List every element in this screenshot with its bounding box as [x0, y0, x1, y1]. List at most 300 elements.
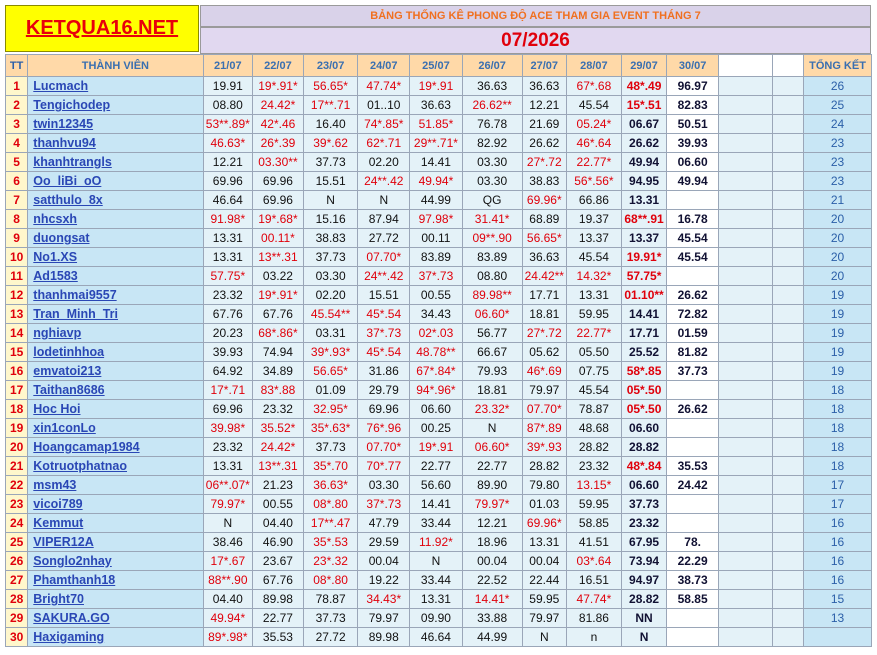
day-value-cell: N	[303, 191, 358, 210]
gap-cell	[772, 191, 803, 210]
member-link[interactable]: satthulo_8x	[33, 193, 103, 207]
day-value-cell	[667, 191, 719, 210]
day-value-cell: 14.41	[621, 305, 667, 324]
day-value-cell: 18.81	[522, 305, 567, 324]
day-value-cell: 06**.07*	[203, 476, 253, 495]
day-value-cell: 50.51	[667, 115, 719, 134]
day-value-cell: 35.53	[253, 628, 304, 647]
day-value-cell: 19*.91*	[253, 286, 304, 305]
day-value-cell: 17*.71	[203, 381, 253, 400]
day-value-cell: 03.30	[462, 172, 522, 191]
day-value-cell: 45.54	[667, 229, 719, 248]
day-value-cell: 26.62	[621, 134, 667, 153]
header-total: TỔNG KẾT	[804, 55, 872, 77]
day-value-cell: 07.70*	[358, 248, 410, 267]
day-value-cell: 26.62**	[462, 96, 522, 115]
member-cell	[28, 590, 203, 609]
member-link[interactable]: Lucmach	[33, 79, 89, 93]
row-number: 22	[6, 476, 28, 495]
day-value-cell: 29.59	[358, 533, 410, 552]
day-value-cell: 01.10**	[621, 286, 667, 305]
day-value-cell: 69.96	[253, 191, 304, 210]
day-value-cell: 19*.68*	[253, 210, 304, 229]
day-value-cell: 68*.86*	[253, 324, 304, 343]
table-row	[6, 153, 872, 172]
day-value-cell: 47.79	[358, 514, 410, 533]
member-link[interactable]: duongsat	[33, 231, 90, 245]
row-number: 29	[6, 609, 28, 628]
row-number: 18	[6, 400, 28, 419]
day-value-cell: 58*.85	[621, 362, 667, 381]
member-link[interactable]: khanhtrangls	[33, 155, 112, 169]
day-value-cell: 36.63	[410, 96, 463, 115]
sheet-title: BẢNG THỐNG KÊ PHONG ĐỘ ACE THAM GIA EVENT THÁNG 7	[200, 5, 871, 27]
day-value-cell: 20.23	[203, 324, 253, 343]
day-value-cell: 49.94	[621, 153, 667, 172]
member-link[interactable]: Kemmut	[33, 516, 84, 530]
day-value-cell: 13.37	[567, 229, 622, 248]
day-value-cell: 07.75	[567, 362, 622, 381]
blank-cell	[718, 514, 772, 533]
day-value-cell: 35.53	[667, 457, 719, 476]
member-link[interactable]: vicoi789	[33, 497, 83, 511]
day-value-cell: 39.93	[203, 343, 253, 362]
member-cell	[28, 457, 203, 476]
day-value-cell: 79.97	[522, 609, 567, 628]
day-value-cell: 79.97	[522, 381, 567, 400]
day-value-cell: 03.30**	[253, 153, 304, 172]
blank-cell	[718, 533, 772, 552]
day-value-cell: 44.99	[462, 628, 522, 647]
day-value-cell: 27.72	[303, 628, 358, 647]
day-value-cell: 23.32	[567, 457, 622, 476]
day-value-cell: 19*.91	[410, 77, 463, 96]
gap-cell	[772, 229, 803, 248]
member-link[interactable]: VIPER12A	[33, 535, 94, 549]
blank-cell	[718, 381, 772, 400]
day-value-cell: 12.21	[203, 153, 253, 172]
total-cell: 18	[804, 419, 872, 438]
gap-cell	[772, 324, 803, 343]
day-value-cell	[667, 495, 719, 514]
day-value-cell: 23.32	[203, 286, 253, 305]
day-value-cell: 49.94*	[203, 609, 253, 628]
day-value-cell: 04.40	[203, 590, 253, 609]
day-value-cell: 38.73	[667, 571, 719, 590]
blank-cell	[718, 590, 772, 609]
day-value-cell: 23.67	[253, 552, 304, 571]
row-number: 24	[6, 514, 28, 533]
day-value-cell: 46.64	[203, 191, 253, 210]
day-value-cell: 78.87	[567, 400, 622, 419]
day-value-cell: 69.96*	[522, 514, 567, 533]
stats-table	[5, 54, 872, 647]
site-logo-text[interactable]: KETQUA16.NET	[25, 17, 179, 39]
sheet-period: 07/2026	[200, 27, 871, 54]
day-value-cell: 89*.98*	[203, 628, 253, 647]
day-value-cell: 02.20	[303, 286, 358, 305]
day-value-cell: 82.83	[667, 96, 719, 115]
gap-cell	[772, 343, 803, 362]
day-value-cell: 89.90	[462, 476, 522, 495]
member-cell	[28, 533, 203, 552]
day-value-cell: 62*.71	[358, 134, 410, 153]
member-link[interactable]: nhcsxh	[33, 212, 78, 226]
day-value-cell: 08*.80	[303, 571, 358, 590]
blank-cell	[718, 286, 772, 305]
member-link[interactable]: lodetinhhoa	[33, 345, 105, 359]
day-value-cell: 29**.71*	[410, 134, 463, 153]
total-cell: 19	[804, 324, 872, 343]
day-value-cell: 28.82	[621, 438, 667, 457]
day-value-cell: 69.96	[203, 400, 253, 419]
day-value-cell: 13.15*	[567, 476, 622, 495]
day-value-cell: 13.31	[567, 286, 622, 305]
member-cell	[28, 476, 203, 495]
member-link[interactable]: Bright70	[33, 592, 84, 606]
day-value-cell: 03.30	[303, 267, 358, 286]
day-value-cell: 24.42*	[253, 438, 304, 457]
day-value-cell: 27.72	[358, 229, 410, 248]
row-number: 9	[6, 229, 28, 248]
day-value-cell: 13.37	[621, 229, 667, 248]
day-value-cell: 05.24*	[567, 115, 622, 134]
member-link[interactable]: xin1conLo	[33, 421, 96, 435]
day-value-cell: 06.60	[621, 419, 667, 438]
day-value-cell: 96.97	[667, 77, 719, 96]
day-value-cell: 14.41*	[462, 590, 522, 609]
day-value-cell: 03.30	[358, 476, 410, 495]
table-row	[6, 476, 872, 495]
blank-cell	[718, 324, 772, 343]
day-value-cell: 36.63	[522, 77, 567, 96]
day-value-cell: 83.89	[410, 248, 463, 267]
total-cell: 20	[804, 248, 872, 267]
total-cell: 19	[804, 362, 872, 381]
member-link[interactable]: Phamthanh18	[33, 573, 116, 587]
day-value-cell: 37.73	[303, 438, 358, 457]
day-value-cell: 13.31	[522, 533, 567, 552]
day-value-cell: 72.82	[667, 305, 719, 324]
day-value-cell: 59.95	[522, 590, 567, 609]
day-value-cell: 51.85*	[410, 115, 463, 134]
total-cell: 23	[804, 172, 872, 191]
gap-cell	[772, 267, 803, 286]
day-value-cell: 47.74*	[358, 77, 410, 96]
day-value-cell: 39*.93	[522, 438, 567, 457]
day-value-cell: 09.90	[410, 609, 463, 628]
day-value-cell: 03*.64	[567, 552, 622, 571]
row-number: 17	[6, 381, 28, 400]
day-value-cell: 36.63*	[303, 476, 358, 495]
table-row	[6, 248, 872, 267]
day-value-cell: 35*.70	[303, 457, 358, 476]
day-value-cell: 13.31	[410, 590, 463, 609]
header-day: 27/07	[522, 55, 567, 77]
table-row	[6, 590, 872, 609]
day-value-cell: 00.25	[410, 419, 463, 438]
day-value-cell: 03.30	[462, 153, 522, 172]
member-cell	[28, 172, 203, 191]
table-row	[6, 362, 872, 381]
day-value-cell: 70*.77	[358, 457, 410, 476]
day-value-cell: 26*.39	[253, 134, 304, 153]
member-cell	[28, 305, 203, 324]
day-value-cell: 17**.71	[303, 96, 358, 115]
member-link[interactable]: twin12345	[33, 117, 94, 131]
header-day: 22/07	[253, 55, 304, 77]
gap-cell	[772, 286, 803, 305]
table-row	[6, 552, 872, 571]
day-value-cell	[667, 628, 719, 647]
member-link[interactable]: Kotruotphatnao	[33, 459, 128, 473]
day-value-cell: 81.82	[667, 343, 719, 362]
row-number: 13	[6, 305, 28, 324]
gap-cell	[772, 362, 803, 381]
member-cell	[28, 286, 203, 305]
day-value-cell: 01..10	[358, 96, 410, 115]
day-value-cell: 24.42*	[253, 96, 304, 115]
day-value-cell: 07.70*	[522, 400, 567, 419]
header-day: 29/07	[621, 55, 667, 77]
member-cell	[28, 514, 203, 533]
day-value-cell: 37*.73	[358, 324, 410, 343]
day-value-cell: 00.11	[410, 229, 463, 248]
member-cell	[28, 267, 203, 286]
day-value-cell: 35.52*	[253, 419, 304, 438]
day-value-cell: 15.51	[303, 172, 358, 191]
member-cell	[28, 381, 203, 400]
day-value-cell: 25.52	[621, 343, 667, 362]
member-link[interactable]: thanhvu94	[33, 136, 96, 150]
day-value-cell: 46*.64	[567, 134, 622, 153]
member-cell	[28, 495, 203, 514]
day-value-cell: 74.94	[253, 343, 304, 362]
day-value-cell: 01.03	[522, 495, 567, 514]
day-value-cell: 00.04	[522, 552, 567, 571]
day-value-cell: 26.62	[667, 400, 719, 419]
day-value-cell: 15*.51	[621, 96, 667, 115]
day-value-cell: 13.31	[203, 229, 253, 248]
member-link[interactable]: nghiavp	[33, 326, 82, 340]
day-value-cell: 15.16	[303, 210, 358, 229]
total-cell: 18	[804, 400, 872, 419]
day-value-cell: 67*.84*	[410, 362, 463, 381]
member-cell	[28, 419, 203, 438]
table-row	[6, 115, 872, 134]
day-value-cell: 89.98**	[462, 286, 522, 305]
member-link[interactable]: Hoc Hoi	[33, 402, 81, 416]
day-value-cell: 46.64	[410, 628, 463, 647]
table-row	[6, 495, 872, 514]
gap-cell	[772, 248, 803, 267]
day-value-cell: 67.76	[203, 305, 253, 324]
day-value-cell: 37.73	[667, 362, 719, 381]
member-link[interactable]: Taithan8686	[33, 383, 105, 397]
day-value-cell: 57.75*	[203, 267, 253, 286]
day-value-cell: 87.94	[358, 210, 410, 229]
day-value-cell: 48.78**	[410, 343, 463, 362]
day-value-cell: 02*.03	[410, 324, 463, 343]
gap-cell	[772, 495, 803, 514]
row-number: 30	[6, 628, 28, 647]
day-value-cell: 89.98	[253, 590, 304, 609]
day-value-cell: 17*.67	[203, 552, 253, 571]
gap-cell	[772, 476, 803, 495]
day-value-cell: 79.80	[522, 476, 567, 495]
day-value-cell: 58.85	[567, 514, 622, 533]
total-cell: 20	[804, 210, 872, 229]
day-value-cell: 02.20	[358, 153, 410, 172]
day-value-cell: 78.87	[303, 590, 358, 609]
day-value-cell	[667, 267, 719, 286]
gap-cell	[772, 628, 803, 647]
member-link[interactable]: Ad1583	[33, 269, 78, 283]
table-row	[6, 191, 872, 210]
day-value-cell: 35*.63*	[303, 419, 358, 438]
row-number: 5	[6, 153, 28, 172]
header-day: 25/07	[410, 55, 463, 77]
day-value-cell: 97.98*	[410, 210, 463, 229]
member-link[interactable]: Haxigaming	[33, 630, 105, 644]
day-value-cell: 36.63	[522, 248, 567, 267]
table-row	[6, 267, 872, 286]
member-link[interactable]: SAKURA.GO	[33, 611, 110, 625]
gap-cell	[772, 590, 803, 609]
table-row	[6, 172, 872, 191]
gap-cell	[772, 210, 803, 229]
day-value-cell: 08*.80	[303, 495, 358, 514]
day-value-cell: 05*.50	[621, 381, 667, 400]
day-value-cell: 31.86	[358, 362, 410, 381]
member-cell	[28, 324, 203, 343]
total-cell: 16	[804, 533, 872, 552]
day-value-cell: 00.55	[253, 495, 304, 514]
row-number: 16	[6, 362, 28, 381]
day-value-cell: 00.55	[410, 286, 463, 305]
day-value-cell: 79.97*	[462, 495, 522, 514]
day-value-cell: 45*.54	[358, 305, 410, 324]
total-cell: 18	[804, 381, 872, 400]
blank-cell	[718, 571, 772, 590]
day-value-cell: 14.41	[410, 153, 463, 172]
blank-cell	[718, 400, 772, 419]
day-value-cell: 91.98*	[203, 210, 253, 229]
day-value-cell: 22.29	[667, 552, 719, 571]
member-link[interactable]: No1.XS	[33, 250, 78, 264]
day-value-cell: 41.51	[567, 533, 622, 552]
day-value-cell: 13**.31	[253, 248, 304, 267]
member-link[interactable]: thanhmai9557	[33, 288, 117, 302]
blank-cell	[718, 305, 772, 324]
member-cell	[28, 362, 203, 381]
day-value-cell: 45.54**	[303, 305, 358, 324]
day-value-cell: N	[358, 191, 410, 210]
day-value-cell: 38.46	[203, 533, 253, 552]
member-cell	[28, 343, 203, 362]
day-value-cell: 22.52	[462, 571, 522, 590]
member-cell	[28, 115, 203, 134]
day-value-cell: 21.69	[522, 115, 567, 134]
day-value-cell: 21.23	[253, 476, 304, 495]
day-value-cell: 56*.56*	[567, 172, 622, 191]
table-body	[6, 77, 872, 647]
row-number: 23	[6, 495, 28, 514]
member-link[interactable]: Tran_Minh_Tri	[33, 307, 119, 321]
blank-cell	[718, 609, 772, 628]
row-number: 1	[6, 77, 28, 96]
row-number: 10	[6, 248, 28, 267]
member-cell	[28, 153, 203, 172]
day-value-cell: 34.89	[253, 362, 304, 381]
row-number: 28	[6, 590, 28, 609]
total-cell: 16	[804, 571, 872, 590]
table-row	[6, 210, 872, 229]
day-value-cell: 18.81	[462, 381, 522, 400]
day-value-cell: 67.76	[253, 305, 304, 324]
day-value-cell: 79.93	[462, 362, 522, 381]
member-link[interactable]: Songlo2nhay	[33, 554, 112, 568]
row-number: 19	[6, 419, 28, 438]
day-value-cell	[667, 438, 719, 457]
day-value-cell: 34.43	[410, 305, 463, 324]
total-cell: 17	[804, 476, 872, 495]
day-value-cell: 83.89	[462, 248, 522, 267]
day-value-cell: 48*.84	[621, 457, 667, 476]
day-value-cell: 36.63	[462, 77, 522, 96]
member-cell	[28, 552, 203, 571]
blank-cell	[718, 153, 772, 172]
day-value-cell: 23.32	[203, 438, 253, 457]
total-cell: 23	[804, 134, 872, 153]
day-value-cell: 19.37	[567, 210, 622, 229]
gap-cell	[772, 552, 803, 571]
day-value-cell: 39*.93*	[303, 343, 358, 362]
day-value-cell: 94.97	[621, 571, 667, 590]
day-value-cell: N	[410, 552, 463, 571]
member-link[interactable]: Hoangcamap1984	[33, 440, 140, 454]
gap-cell	[772, 115, 803, 134]
day-value-cell: 44.99	[410, 191, 463, 210]
day-value-cell: 94*.96*	[410, 381, 463, 400]
blank-cell	[718, 457, 772, 476]
site-logo[interactable]	[5, 5, 199, 52]
day-value-cell: 33.44	[410, 571, 463, 590]
day-value-cell: 16.51	[567, 571, 622, 590]
day-value-cell: 83*.88	[253, 381, 304, 400]
day-value-cell: 05.50	[567, 343, 622, 362]
day-value-cell: 22.77	[253, 609, 304, 628]
day-value-cell: 37.73	[303, 153, 358, 172]
day-value-cell: 07.70*	[358, 438, 410, 457]
gap-cell	[772, 533, 803, 552]
total-cell: 18	[804, 438, 872, 457]
member-link[interactable]: Oo_liBi_oO	[33, 174, 102, 188]
member-link[interactable]: msm43	[33, 478, 77, 492]
day-value-cell: 56.77	[462, 324, 522, 343]
table-row	[6, 400, 872, 419]
total-cell: 19	[804, 286, 872, 305]
total-cell: 20	[804, 267, 872, 286]
table-row	[6, 609, 872, 628]
day-value-cell: 11.92*	[410, 533, 463, 552]
blank-cell	[718, 628, 772, 647]
member-link[interactable]: Tengichodep	[33, 98, 111, 112]
blank-cell	[718, 438, 772, 457]
member-link[interactable]: emvatoi213	[33, 364, 102, 378]
day-value-cell: 39.93	[667, 134, 719, 153]
row-number: 26	[6, 552, 28, 571]
